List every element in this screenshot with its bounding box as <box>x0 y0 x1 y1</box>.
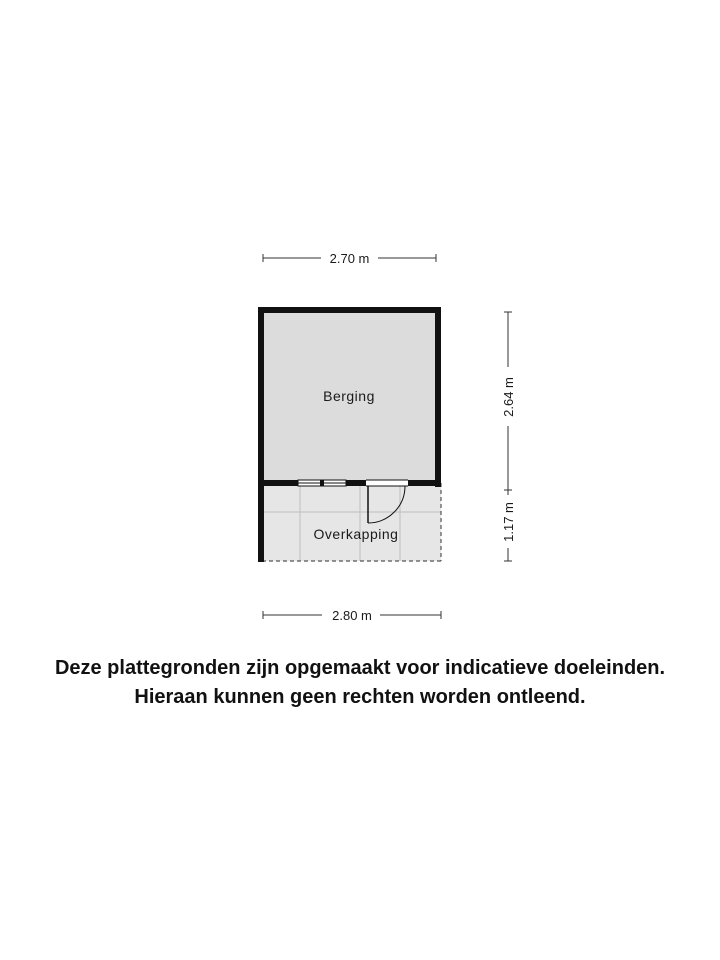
wall-bottom-mid <box>346 480 366 486</box>
dimension-top <box>263 251 436 266</box>
dimension-right-lower-label: 1.17 m <box>501 502 516 542</box>
overkapping-floor <box>262 483 441 561</box>
wall-top <box>258 307 441 313</box>
dimension-right-upper-label: 2.64 m <box>501 377 516 417</box>
wall-bottom-left <box>258 480 298 486</box>
dimension-top-label: 2.70 m <box>329 251 370 266</box>
wall-left <box>258 307 264 562</box>
dimension-bottom <box>263 608 441 623</box>
dimension-right-upper <box>501 312 516 483</box>
window-bottom <box>298 480 346 486</box>
disclaimer-line-1: Deze plattegronden zijn opgemaakt voor indicatieve doeleinden. <box>54 657 666 679</box>
wall-bottom-right <box>408 480 441 486</box>
dimension-bottom-label: 2.80 m <box>332 608 372 623</box>
disclaimer-line-2: Hieraan kunnen geen rechten worden ontleend. <box>134 686 586 708</box>
room-label-overkapping: Overkapping <box>313 526 399 542</box>
room-label-berging: Berging <box>323 388 375 404</box>
wall-right <box>435 307 441 487</box>
dimension-right-lower <box>501 483 516 561</box>
